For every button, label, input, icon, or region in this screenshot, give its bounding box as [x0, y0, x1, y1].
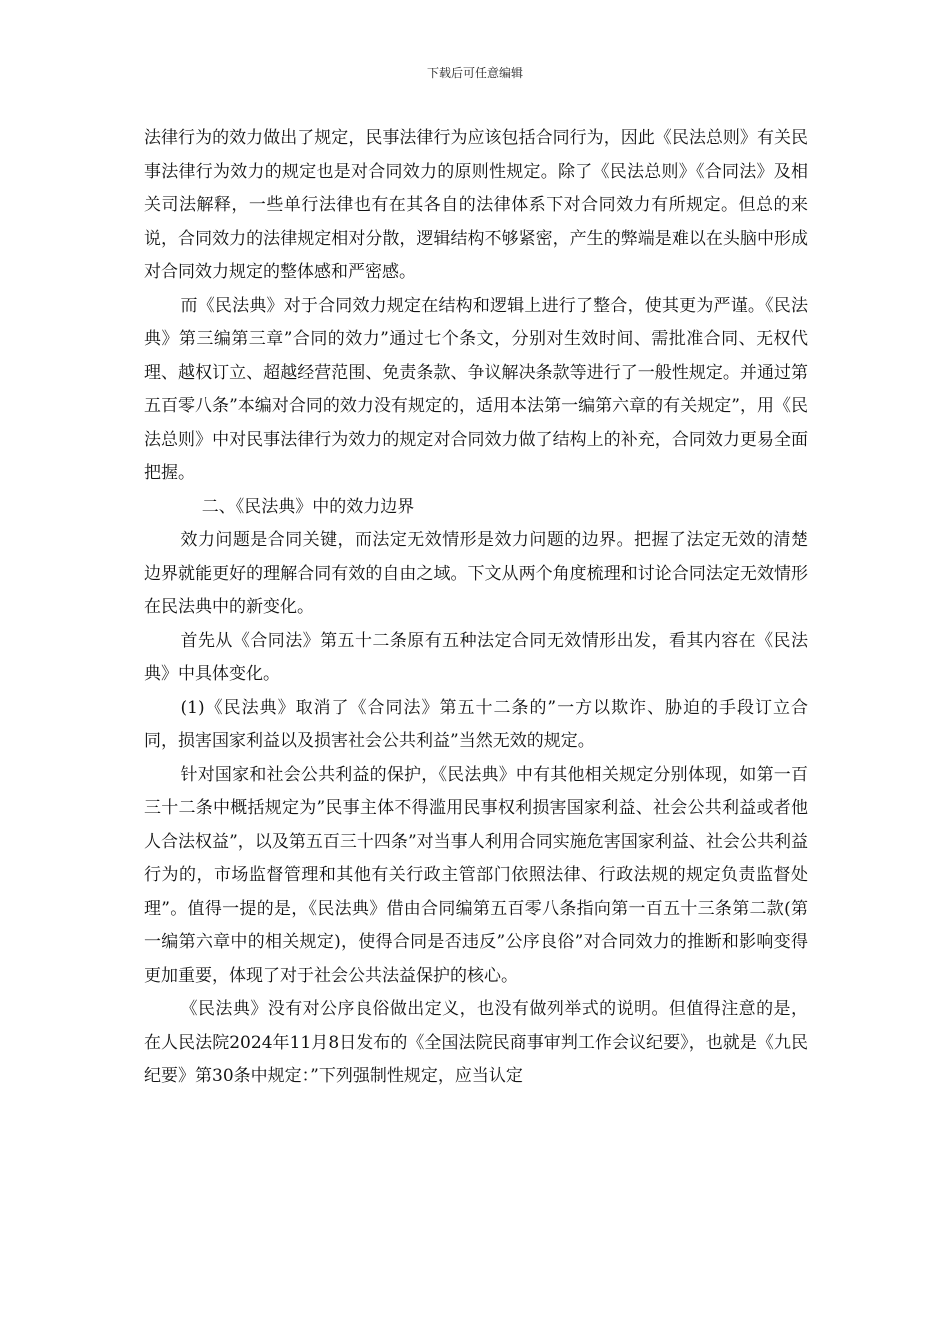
section-heading: 二、《民法典》中的效力边界: [201, 496, 415, 517]
paragraph: 效力问题是合同关键，而法定无效情形是效力问题的边界。把握了法定无效的清楚边界就能更好的理解合同有效的自由之域。下文从两个角度梳理和讨论合同法定无效情形在民法典中的新变化。: [144, 530, 808, 617]
paragraph: 《民法典》没有对公序良俗做出定义，也没有做列举式的说明。但值得注意的是，在人民法院2024年11月8日发布的《全国法院民商事审判工作会议纪要》，也就是《九民纪要》第30条中规定：”下列强制性规定，应当认定: [144, 999, 808, 1086]
document-body: [144, 122, 808, 1094]
paragraph: 法律行为的效力做出了规定，民事法律行为应该包括合同行为，因此《民法总则》有关民事法律行为效力的规定也是对合同效力的原则性规定。除了《民法总则》《合同法》及相关司法解释，一些单行法律也有在其各自的法律体系下对合同效力有所规定。但总的来说，合同效力的法律规定相对分散，逻辑结构不够紧密，产生的弊端是难以在头脑中形成对合同效力规定的整体感和严密感。: [144, 128, 808, 282]
paragraph: 针对国家和社会公共利益的保护，《民法典》中有其他相关规定分别体现，如第一百三十二条中概括规定为”民事主体不得滥用民事权利损害国家利益、社会公共利益或者他人合法权益”，以及第五百三十四条”对当事人利用合同实施危害国家利益、社会公共利益行为的，市场监督管理和其他有关行政主管部门依照法律、行政法规的规定负责监督处理”。值得一提的是，《民法典》借由合同编第五百零八条指向第一百五十三条第二款(第一编第六章中的相关规定)，使得合同是否违反”公序良俗”对合同效力的推断和影响变得更加重要，体现了对于社会公共法益保护的核心。: [144, 764, 808, 986]
paragraph: 首先从《合同法》第五十二条原有五种法定合同无效情形出发，看其内容在《民法典》中具体变化。: [144, 630, 808, 684]
page-header: 下载后可任意编辑: [426, 66, 523, 80]
paragraph: 而《民法典》对于合同效力规定在结构和逻辑上进行了整合，使其更为严谨。《民法典》第三编第三章”合同的效力”通过七个条文，分别对生效时间、需批准合同、无权代理、越权订立、超越经营范围、免责条款、争议解决条款等进行了一般性规定。并通过第五百零八条”本编对合同的效力没有规定的，适用本法第一编第六章的有关规定”，用《民法总则》中对民事法律行为效力的规定对合同效力做了结构上的补充，合同效力更易全面把握。: [144, 295, 808, 483]
paragraph: (1)《民法典》取消了《合同法》第五十二条的”一方以欺诈、胁迫的手段订立合同，损害国家利益以及损害社会公共利益”当然无效的规定。: [144, 697, 808, 751]
